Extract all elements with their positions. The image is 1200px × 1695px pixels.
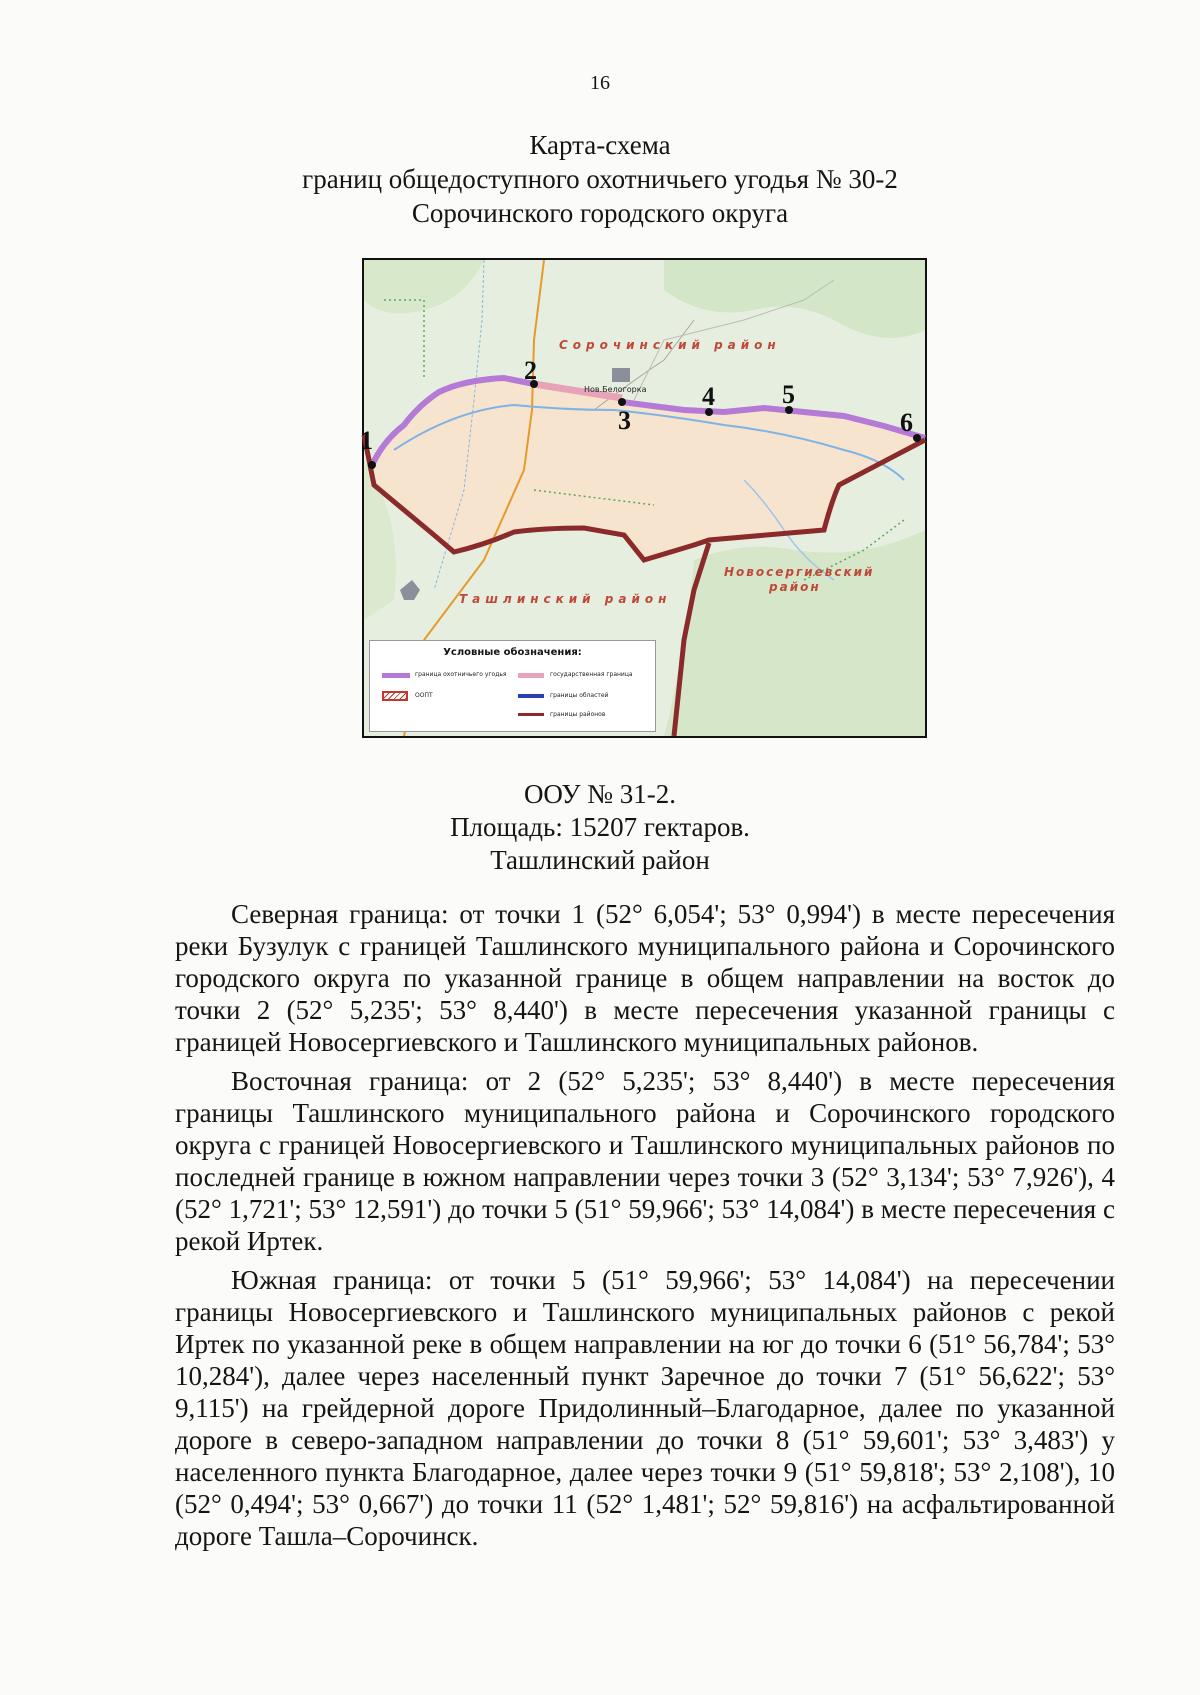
legend-swatch-state-border bbox=[518, 673, 544, 678]
legend-label-region-border: границы областей bbox=[550, 692, 609, 699]
region-label-east-line-2: район bbox=[769, 580, 821, 594]
map-title bbox=[0, 128, 1200, 230]
area-code: ООУ № 31-2. bbox=[523, 779, 677, 809]
region-label-east-line-1: Новосергиевский bbox=[724, 565, 875, 579]
village-marker bbox=[612, 368, 630, 382]
map-title-line-1: Карта-схема bbox=[529, 130, 671, 160]
map-title-line-2: границ общедоступного охотничьего угодья № 30-2 bbox=[302, 164, 898, 194]
area-size: Площадь: 15207 гектаров. bbox=[450, 812, 750, 842]
point-marker-3 bbox=[618, 398, 626, 406]
legend-swatch-district-border bbox=[518, 713, 544, 716]
village-label: Нов.Белогорка bbox=[584, 385, 647, 394]
point-label-4: 4 bbox=[702, 382, 715, 411]
area-district: Ташлинский район bbox=[490, 845, 710, 875]
paragraph-east-boundary: Восточная граница: от 2 (52° 5,235'; 53° 8,440') в месте пересечения границы Ташлинского муниципального района и Сорочинского городского округа с границей Новосергиевского и Ташлинского муниципальных районов по последней границе в южном направлении через точки 3 (52° 3,134'; 53° 7,926'), 4 (52° 1,721'; 53° 12,591') до точки 5 (51° 59,966'; 53° 14,084') в месте пересечения с рекой Иртек. bbox=[175, 1066, 1115, 1256]
map-title-line-3: Сорочинского городского округа bbox=[411, 198, 789, 228]
point-label-1: 1 bbox=[360, 426, 373, 455]
point-label-6: 6 bbox=[900, 408, 913, 437]
boundary-description bbox=[175, 898, 1115, 1559]
area-info bbox=[0, 778, 1200, 877]
map-scheme bbox=[362, 258, 927, 738]
legend-label-oopt: ООПТ bbox=[415, 692, 433, 699]
page-number: 16 bbox=[590, 72, 610, 94]
point-label-3: 3 bbox=[618, 406, 631, 435]
point-marker-6 bbox=[913, 434, 921, 442]
legend-label-district-border: границы районов bbox=[550, 711, 606, 718]
point-label-2: 2 bbox=[524, 356, 537, 385]
region-label-south: Ташлинский район bbox=[459, 592, 672, 606]
paragraph-north-boundary: Северная граница: от точки 1 (52° 6,054'; 53° 0,994') в месте пересечения реки Бузулук с границей Ташлинского муниципального района и Сорочинского городского округа по указанной границе в общем направлении на восток до точки 2 (52° 5,235'; 53° 8,440') в месте пересечения указанной границы с границей Новосергиевского и Ташлинского муниципальных районов. bbox=[175, 899, 1115, 1057]
legend-swatch-region-border bbox=[518, 694, 544, 698]
paragraph-south-boundary: Южная граница: от точки 5 (51° 59,966'; 53° 14,084') на пересечении границы Новосергиевского и Ташлинского муниципальных районов с рекой Иртек по указанной реке в общем направлении на юг до точки 6 (51° 56,784'; 53° 10,284'), далее через населенный пункт Заречное до точки 7 (51° 56,622'; 53° 9,115') на грейдерной дороге Придолинный–Благодарное, далее по указанной дороге в северо-западном направлении до точки 8 (51° 59,601'; 53° 3,483') у населенного пункта Благодарное, далее через точки 9 (51° 59,818'; 53° 2,108'), 10 (52° 0,494'; 53° 0,667') до точки 11 (52° 1,481'; 52° 59,816') на асфальтированной дороге Ташла–Сорочинск. bbox=[175, 1265, 1115, 1551]
legend-label-hunting-boundary: граница охотничьего угодья bbox=[415, 671, 507, 678]
legend-title: Условные обозначения: bbox=[443, 647, 582, 658]
map-legend bbox=[369, 640, 656, 732]
legend-swatch-oopt bbox=[382, 691, 408, 701]
point-marker-1 bbox=[368, 461, 376, 469]
legend-label-state-border: государственная граница bbox=[550, 671, 633, 678]
point-label-5: 5 bbox=[782, 380, 795, 409]
region-label-north: Сорочинский район bbox=[559, 338, 781, 352]
legend-swatch-hunting-boundary bbox=[382, 673, 410, 678]
